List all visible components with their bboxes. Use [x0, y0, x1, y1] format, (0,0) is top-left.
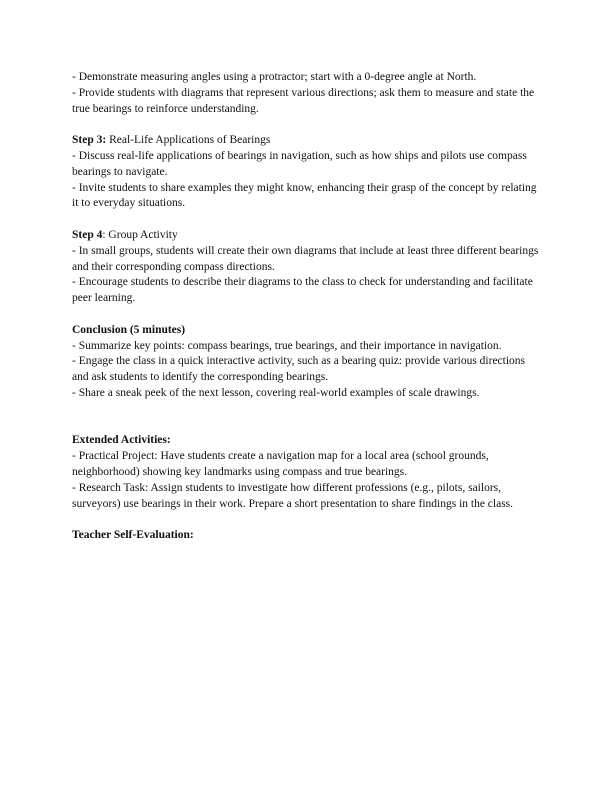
conclusion-bullet-quiz: - Engage the class in a quick interactive activity, such as a bearing quiz: provide various directions and ask students to identify the corresponding bearings.: [72, 355, 528, 384]
step3-label: Step 3:: [72, 134, 107, 147]
intro-bullet-diagrams: - Provide students with diagrams that represent various directions; ask them to measure and state the true bearings to reinforce understanding.: [72, 86, 537, 115]
step4-heading: [72, 228, 542, 244]
conclusion-heading: Conclusion (5 minutes): [72, 323, 186, 336]
extended-bullet-research: - Research Task: Assign students to investigate how different professions (e.g., pilots, sailors, surveyors) use bearings in their work. Prepare a short presentation to share findings in the class.: [72, 481, 514, 510]
step3-heading: [72, 133, 542, 149]
conclusion-bullet-preview: - Share a sneak peek of the next lesson, covering real-world examples of scale drawings.: [72, 386, 480, 399]
document-body: [72, 70, 542, 560]
step4-bullet-describe: - Encourage students to describe their diagrams to the class to check for understanding and facilitate peer learning.: [72, 276, 536, 305]
section-spacer: [72, 418, 542, 434]
extended-bullet-project: - Practical Project: Have students create a navigation map for a local area (school grounds, neighborhood) showing key landmarks using compass and true bearings.: [72, 450, 492, 478]
intro-bullet-protractor: - Demonstrate measuring angles using a protractor; start with a 0-degree angle at North.: [72, 71, 477, 83]
step3-section: [72, 133, 542, 212]
step4-section: [72, 228, 542, 307]
extended-section: [72, 433, 542, 512]
evaluation-section: [72, 528, 542, 544]
step3-title: Real-Life Applications of Bearings: [106, 134, 271, 147]
extended-heading: Extended Activities:: [72, 434, 171, 447]
evaluation-heading: Teacher Self-Evaluation:: [72, 529, 194, 542]
step4-bullet-groups: - In small groups, students will create their own diagrams that include at least three different bearings and their corresponding compass directions.: [72, 244, 542, 273]
conclusion-bullet-summarize: - Summarize key points: compass bearings, true bearings, and their importance in navigation.: [72, 339, 502, 352]
step3-bullet-examples: - Invite students to share examples they might know, enhancing their grasp of the concept by relating it to everyday situations.: [72, 181, 540, 210]
step4-label: Step 4: [72, 228, 103, 241]
step4-title: : Group Activity: [102, 228, 178, 241]
conclusion-section: [72, 323, 542, 402]
intro-section: [72, 70, 542, 117]
step3-bullet-navigation: - Discuss real-life applications of bearings in navigation, such as how ships and pilots use compass bearings to navigate.: [72, 149, 530, 178]
